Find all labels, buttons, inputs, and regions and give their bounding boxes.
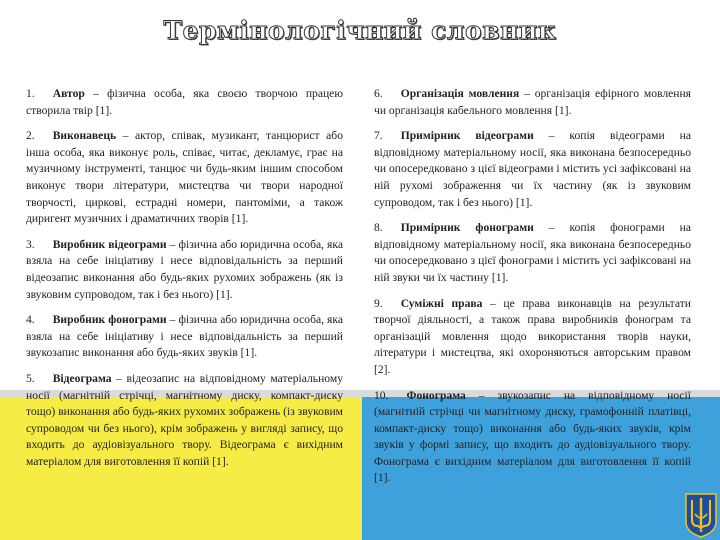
- page-title: Термінологічний словник: [163, 16, 557, 45]
- entry-definition: – фізична особа, яка своєю творчою працею створила твір [1].: [26, 87, 343, 117]
- entry-definition: – організація ефірного мовлення чи організація кабельного мовлення [1].: [374, 87, 691, 117]
- entry-definition: – відеозапис на відповідному матеріальному носії (магнітній стрічці, магнітному диску, компакт-диску тощо) виконання або будь-яких рухомих зображень (із звуковим супроводом чи без нього), крім зображень у вигляді запису, що входить до аудіовізуального твору. Відеограма є вихідним матеріалом для виготовлення її копій [1].: [26, 371, 343, 468]
- entry-term: Виробник відеограми: [52, 237, 167, 251]
- entry-definition: – фізична або юридична особа, яка взяла на себе ініціативу і несе відповідальність за перший відеозапис виконання або будь-яких рухомих зображень (як із звуковим супроводом, так і без нього) [1].: [26, 237, 343, 301]
- entry-4: [26, 312, 343, 362]
- entry-term: Виконавець: [52, 129, 117, 143]
- right-column: [374, 86, 691, 487]
- entry-10: [374, 388, 691, 488]
- entry-definition: – це права виконавців на результати творчої діяльності, а також права виробників фонограм та організацій мовлення щодо використання творів науки, літератури і мистецтва, які охороняються авторським правом [2].: [374, 296, 691, 376]
- entry-1: [26, 86, 343, 119]
- entry-definition: – фізична або юридична особа, яка взяла на себе ініціативу і несе відповідальність за перший звукозапис виконання або будь-яких звуків [1].: [26, 313, 343, 360]
- tryzub-icon: [684, 492, 718, 538]
- entry-term: Примірник фонограми: [400, 221, 534, 235]
- entry-number: 10.: [374, 388, 389, 402]
- entry-2: [26, 128, 343, 228]
- entry-definition: – копія фонограми на відповідному матеріальному носії, яка виконана безпосередньо чи опосередковано з цієї фонограми і містить усі зафіксовані на ній звуки чи їх частину [1].: [374, 221, 691, 284]
- entry-definition: – копія відеограми на відповідному матеріальному носії, яка виконана безпосередньо чи опосередковано з цієї відеограми і містить усі зафіксовані на ній рухомі зображення чи їх частину (як із звуковим супроводом, так і без нього) [1].: [374, 129, 691, 209]
- entry-term: Організація мовлення: [400, 87, 520, 100]
- entry-term: Виробник фонограми: [52, 313, 167, 327]
- entry-number: 7.: [374, 129, 383, 143]
- entry-5: [26, 371, 343, 471]
- entry-number: 2.: [26, 129, 35, 143]
- entry-term: Відеограма: [52, 371, 112, 385]
- entry-number: 1.: [26, 87, 35, 100]
- entry-term: Фонограма: [406, 388, 466, 402]
- entry-3: [26, 237, 343, 303]
- entry-definition: – актор, співак, музикант, танцюрист або інша особа, яка виконує роль, співає, читає, декламує, грає на музичному інструменті, танцює чи будь-яким іншим способом виконує твори літератури, мистецтва чи твори народної творчості, циркові, естрадні номери, пантоміми, а також диригент музичних і драматичних творів [1].: [26, 129, 343, 226]
- entry-8: [374, 220, 691, 286]
- entry-number: 5.: [26, 371, 35, 385]
- entry-number: 4.: [26, 313, 35, 327]
- entry-definition: – звукозапис на відповідному носії (магнітній стрічці чи магнітному диску, грамофонній платівці, компакт-диску тощо) виконання або будь-яких звуків, крім звуків у формі запису, що входить до аудіовізуального твору. Фонограма є вихідним матеріалом для виготовлення її копій [1].: [374, 388, 691, 485]
- entry-6: [374, 86, 691, 119]
- entry-9: [374, 296, 691, 379]
- entry-7: [374, 128, 691, 211]
- entry-term: Примірник відеограми: [400, 129, 534, 143]
- entry-term: Суміжні права: [400, 296, 483, 310]
- left-column: [26, 86, 343, 470]
- entry-term: Автор: [52, 87, 85, 100]
- entry-number: 6.: [374, 87, 383, 100]
- entry-number: 8.: [374, 221, 383, 235]
- entry-number: 9.: [374, 296, 383, 310]
- entry-number: 3.: [26, 237, 35, 251]
